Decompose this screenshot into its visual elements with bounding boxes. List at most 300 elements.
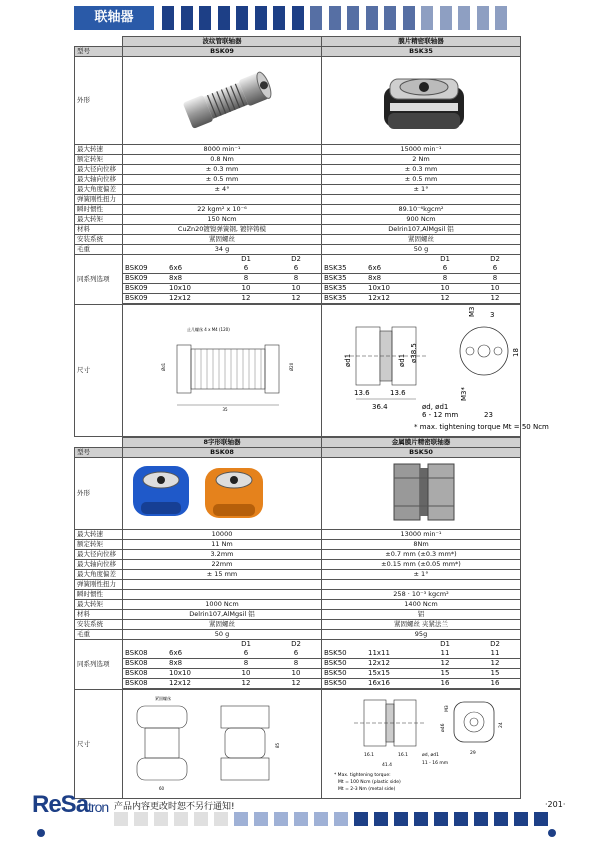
row-value-a: 10000 [123, 530, 322, 540]
header-decor-square [162, 6, 174, 30]
row-label: 最大轴向位移 [75, 175, 123, 185]
torque-note-2: Mt = 100 Ncm (plastic side) [338, 780, 401, 785]
b-dim: 16.1 [398, 753, 409, 758]
option-row [123, 659, 321, 669]
option-d2: 6 [271, 264, 321, 274]
page-header [74, 6, 516, 30]
d1-dim: Ød1 [161, 362, 166, 371]
m3-dim: M3 [468, 306, 476, 317]
spec-row [75, 155, 521, 165]
page-number: ·201· [545, 800, 566, 809]
option-d2: 12 [271, 294, 321, 304]
row-label: 毛重 [75, 630, 123, 640]
m3-dim: M3 [445, 705, 450, 712]
row-label: 最大转速 [75, 530, 123, 540]
footer-dot [37, 829, 45, 837]
footer-decor-bar [194, 812, 208, 826]
option-code: BSK35 [322, 274, 366, 284]
spec-row [75, 580, 521, 590]
header-decor-square [218, 6, 230, 30]
option-d1: 8 [221, 659, 271, 669]
option-code: BSK08 [123, 669, 167, 679]
dim-drawing-b [322, 690, 521, 799]
row-value-b: ± 1° [322, 185, 521, 195]
option-d1: 10 [221, 284, 271, 294]
footer-decor-bar [114, 812, 128, 826]
row-label: 外形 [75, 57, 123, 145]
row-value-a: 0.8 Nm [123, 155, 322, 165]
row-label: 材料 [75, 225, 123, 235]
spec-row [75, 195, 521, 205]
spec-row [75, 540, 521, 550]
product-a-code: BSK08 [123, 448, 322, 458]
footer-decor-bar [174, 812, 188, 826]
spec-row [75, 630, 521, 640]
option-row [322, 284, 520, 294]
spec-row [75, 145, 521, 155]
option-size: 16x16 [366, 679, 420, 689]
spec-row [75, 175, 521, 185]
options-b [322, 255, 521, 305]
width-dim: 60 [159, 786, 165, 791]
d1-head: D1 [241, 640, 251, 648]
odd-dim: ød, ød1 [422, 753, 439, 758]
option-d1: 6 [221, 264, 271, 274]
row-label: 最大转速 [75, 145, 123, 155]
options-label: 同系列选项 [75, 640, 123, 690]
row-value-a: 3.2mm [123, 550, 322, 560]
option-code: BSK50 [322, 679, 366, 689]
d1-head: D1 [440, 255, 450, 263]
d1-dim: ød1 [344, 353, 352, 367]
option-size: 12x12 [167, 294, 221, 304]
option-d2: 8 [271, 659, 321, 669]
row-value-b: 铝 [322, 610, 521, 620]
option-d1: 10 [420, 284, 470, 294]
spec-row [75, 600, 521, 610]
row-value-a: CuZn20镀镍弹簧钢, 镀锌铸模 [123, 225, 322, 235]
range-dim: 6 - 12 mm [422, 411, 459, 419]
row-label: 瞬时惯性 [75, 205, 123, 215]
option-d2: 8 [271, 274, 321, 284]
header-decor-square [181, 6, 193, 30]
option-size: 12x12 [366, 294, 420, 304]
footer-decor-bar [294, 812, 308, 826]
range-dim: 11 - 16 mm [422, 761, 449, 766]
header-decor-square [273, 6, 285, 30]
dim-drawing-a [123, 305, 322, 437]
footer-note: 产品内容更改时恕不另行通知! [114, 802, 235, 812]
option-d1: 8 [221, 274, 271, 284]
option-d1: 15 [420, 669, 470, 679]
product-a-image [123, 458, 322, 530]
spec-row [75, 610, 521, 620]
spec-row [75, 560, 521, 570]
page-title: 联轴器 [74, 6, 154, 30]
dim-label: 尺寸 [75, 305, 123, 437]
a-dim: 16.1 [364, 753, 375, 758]
row-label: 安装系统 [75, 235, 123, 245]
d1b-dim: ød1 [398, 353, 406, 367]
option-size: 6x6 [167, 264, 221, 274]
spec-row [75, 215, 521, 225]
option-d1: 12 [420, 294, 470, 304]
row-label: 安装系统 [75, 620, 123, 630]
footer-dot [548, 829, 556, 837]
row-value-b: 1400 Ncm [322, 600, 521, 610]
option-d2: 12 [271, 679, 321, 689]
product-a-name: 波纹管联轴器 [123, 37, 322, 47]
footer-decor-bar [454, 812, 468, 826]
option-d1: 12 [221, 679, 271, 689]
w-dim: 29 [470, 751, 476, 756]
row-label: 材料 [75, 610, 123, 620]
row-label: 最大角度偏差 [75, 570, 123, 580]
row-value-a: ± 0.5 mm [123, 175, 322, 185]
footer-decor-bar [154, 812, 168, 826]
spec-row [75, 570, 521, 580]
option-row [123, 274, 321, 284]
option-size: 10x10 [366, 284, 420, 294]
product-b-name: 膜片精密联轴器 [322, 37, 521, 47]
spec-table-1 [74, 36, 549, 437]
option-row [123, 649, 321, 659]
product-b-image [322, 57, 521, 145]
l1-dim: 13.6 [354, 389, 370, 397]
row-value-b: 15000 min⁻¹ [322, 145, 521, 155]
spec-row [75, 245, 521, 255]
footer-decor-bar [274, 812, 288, 826]
screw-label: 紧固螺丝 [155, 696, 171, 701]
row-value-b: 258 · 10⁻³ kgcm² [322, 590, 521, 600]
header-decor-square [440, 6, 452, 30]
product-a-name: 8字形联轴器 [123, 438, 322, 448]
option-code: BSK50 [322, 659, 366, 669]
d46-dim: ø46 [441, 723, 446, 732]
option-row [322, 679, 520, 689]
c-dim: 41.4 [382, 763, 393, 768]
option-d2: 16 [470, 679, 520, 689]
spec-row [75, 185, 521, 195]
option-d1: 6 [221, 649, 271, 659]
option-code: BSK50 [322, 669, 366, 679]
option-code: BSK08 [123, 679, 167, 689]
header-decor-square [347, 6, 359, 30]
option-size: 12x12 [366, 659, 420, 669]
row-value-a: 34 g [123, 245, 322, 255]
d1-head: D1 [241, 255, 251, 263]
metal-disc-dimension-drawing [324, 690, 523, 795]
spec-row [75, 530, 521, 540]
product-a-code: BSK09 [123, 47, 322, 57]
row-value-b: 900 Ncm [322, 215, 521, 225]
header-decor-square [403, 6, 415, 30]
disc-dimension-drawing [324, 305, 549, 433]
footer-decor-bar [374, 812, 388, 826]
row-value-a: ± 0.3 mm [123, 165, 322, 175]
footer-decor-bar [494, 812, 508, 826]
d2-head: D2 [291, 640, 301, 648]
row-value-b: 紧固螺丝 [322, 235, 521, 245]
header-decor-square [310, 6, 322, 30]
row-value-a: 50 g [123, 630, 322, 640]
row-label: 弹簧刚性扭力 [75, 195, 123, 205]
row-label: 额定转矩 [75, 155, 123, 165]
footer-decor-bar [434, 812, 448, 826]
torque-note-3: Mt = 2-3 Nm (metal side) [338, 787, 396, 792]
option-d1: 16 [420, 679, 470, 689]
row-value-b [322, 195, 521, 205]
option-d2: 10 [470, 284, 520, 294]
option-code: BSK50 [322, 649, 366, 659]
row-value-b: 紧固螺丝 夹紧法兰 [322, 620, 521, 630]
option-d1: 8 [420, 274, 470, 284]
row-value-b: ±0.7 mm (±0.3 mm*) [322, 550, 521, 560]
torque-note-1: * Max. tightening torque: [334, 773, 391, 778]
header-decor-square [329, 6, 341, 30]
footer-decor-bar [314, 812, 328, 826]
option-size: 8x8 [167, 274, 221, 284]
option-d2: 12 [470, 294, 520, 304]
row-label: 最大径向位移 [75, 165, 123, 175]
header-decor-square [236, 6, 248, 30]
bellows-dimension-drawing [125, 305, 324, 433]
footer-decor-bar [234, 812, 248, 826]
d2-head: D2 [291, 255, 301, 263]
row-value-a: 紧固螺丝 [123, 620, 322, 630]
header-decor-square [255, 6, 267, 30]
row-value-a: 1000 Ncm [123, 600, 322, 610]
product-a-image [123, 57, 322, 145]
row-value-b: 89.10⁻⁶kgcm² [322, 205, 521, 215]
option-d2: 10 [271, 284, 321, 294]
option-code: BSK35 [322, 264, 366, 274]
option-d2: 6 [271, 649, 321, 659]
oldham-coupling-image [125, 458, 324, 526]
row-value-b: ± 0.5 mm [322, 175, 521, 185]
length-dim: 35 [222, 407, 228, 412]
option-size: 6x6 [167, 649, 221, 659]
spec-tables [74, 36, 549, 799]
torque-note: * max. tightening torque Mt = 50 Ncm [414, 423, 549, 431]
option-d1: 11 [420, 649, 470, 659]
l3-dim: 36.4 [372, 403, 388, 411]
row-label: 毛重 [75, 245, 123, 255]
d2-dim: Ø20 [289, 362, 294, 371]
option-row [123, 679, 321, 689]
row-label: 最大径向位移 [75, 550, 123, 560]
row-label: 额定转矩 [75, 540, 123, 550]
option-d2: 12 [470, 659, 520, 669]
header-decor-square [366, 6, 378, 30]
option-row [123, 264, 321, 274]
option-code: BSK35 [322, 294, 366, 304]
disc-coupling-image [324, 57, 523, 141]
options-a [123, 255, 322, 305]
option-size: 6x6 [366, 264, 420, 274]
resatron-logo: ReSatron [32, 791, 109, 818]
header-decor-square [458, 6, 470, 30]
model-label: 型号 [75, 47, 123, 57]
header-decor-square [495, 6, 507, 30]
header-decor-square [477, 6, 489, 30]
product-b-image [322, 458, 521, 530]
row-value-b: ±0.15 mm (±0.05 mm*) [322, 560, 521, 570]
oldham-dimension-drawing [125, 690, 324, 795]
h-dim: 24 [499, 722, 504, 728]
option-size: 8x8 [366, 274, 420, 284]
row-value-b: 2 Nm [322, 155, 521, 165]
row-label: 瞬时惯性 [75, 590, 123, 600]
row-value-a: 紧固螺丝 [123, 235, 322, 245]
options-b [322, 640, 521, 690]
footer-decor-bar [474, 812, 488, 826]
option-row [123, 669, 321, 679]
row-value-a: 11 Nm [123, 540, 322, 550]
option-code: BSK08 [123, 659, 167, 669]
row-value-b [322, 580, 521, 590]
option-row [322, 649, 520, 659]
options-a [123, 640, 322, 690]
row-value-a: 150 Ncm [123, 215, 322, 225]
spec-row [75, 225, 521, 235]
option-row [322, 659, 520, 669]
footer-decor-bar [534, 812, 548, 826]
row-value-b: ± 0.3 mm [322, 165, 521, 175]
option-d1: 12 [221, 294, 271, 304]
row-value-a: 8000 min⁻¹ [123, 145, 322, 155]
row-value-b: 8Nm [322, 540, 521, 550]
spec-row [75, 165, 521, 175]
product-b-name: 金属膜片精密联轴器 [322, 438, 521, 448]
footer-decor-bar [134, 812, 148, 826]
row-value-a: 22 kgm² x 10⁻⁶ [123, 205, 322, 215]
height-dim: 85 [275, 742, 280, 748]
d2-head: D2 [490, 640, 500, 648]
option-row [322, 264, 520, 274]
footer-decor-bar [514, 812, 528, 826]
footer-decor-bar [394, 812, 408, 826]
option-code: BSK09 [123, 264, 167, 274]
option-d2: 8 [470, 274, 520, 284]
option-size: 10x10 [167, 284, 221, 294]
row-label: 最大角度偏差 [75, 185, 123, 195]
row-label: 最大转矩 [75, 600, 123, 610]
row-label: 外形 [75, 458, 123, 530]
row-label: 最大转矩 [75, 215, 123, 225]
option-size: 12x12 [167, 679, 221, 689]
row-label: 最大轴向位移 [75, 560, 123, 570]
option-d1: 12 [420, 659, 470, 669]
option-size: 15x15 [366, 669, 420, 679]
option-code: BSK09 [123, 274, 167, 284]
product-b-code: BSK50 [322, 448, 521, 458]
footer-decor-bar [414, 812, 428, 826]
header-decor-square [199, 6, 211, 30]
dim-drawing-b [322, 305, 549, 437]
option-d2: 6 [470, 264, 520, 274]
bellows-coupling-image [125, 57, 324, 141]
option-row [322, 274, 520, 284]
spec-row [75, 590, 521, 600]
h18-dim: 18 [512, 348, 520, 357]
option-row [322, 669, 520, 679]
d1-head: D1 [440, 640, 450, 648]
spec-row [75, 550, 521, 560]
m3b-dim: M3* [460, 387, 468, 401]
options-a-table [123, 255, 321, 304]
option-size: 10x10 [167, 669, 221, 679]
row-value-b: 13000 min⁻¹ [322, 530, 521, 540]
metal-disc-coupling-image [324, 458, 523, 526]
option-size: 11x11 [366, 649, 420, 659]
options-label: 同系列选项 [75, 255, 123, 305]
row-value-a [123, 590, 322, 600]
row-value-a: ± 4° [123, 185, 322, 195]
header-decor-square [292, 6, 304, 30]
product-b-code: BSK35 [322, 47, 521, 57]
row-value-a [123, 195, 322, 205]
spec-table-2 [74, 437, 521, 799]
footer-decor-bar [334, 812, 348, 826]
option-code: BSK08 [123, 649, 167, 659]
d2-head: D2 [490, 255, 500, 263]
spec-row [75, 235, 521, 245]
header-decor-square [421, 6, 433, 30]
row-value-a [123, 580, 322, 590]
odd-dim: ød, ød1 [422, 403, 449, 411]
l2-dim: 13.6 [390, 389, 406, 397]
row-value-a: 22mm [123, 560, 322, 570]
screw-note: 止几螺丝 4 x M4 (120) [187, 327, 230, 332]
row-value-b: Delrin107,AlMgsil 铝 [322, 225, 521, 235]
option-row [123, 294, 321, 304]
w23-dim: 23 [484, 411, 493, 419]
footer-decor-bar [354, 812, 368, 826]
option-d2: 15 [470, 669, 520, 679]
option-d2: 11 [470, 649, 520, 659]
header-decor-square [384, 6, 396, 30]
options-b-table [322, 640, 520, 689]
option-d1: 10 [221, 669, 271, 679]
option-d1: 6 [420, 264, 470, 274]
row-value-a: ± 15 mm [123, 570, 322, 580]
row-label: 弹簧刚性扭力 [75, 580, 123, 590]
option-row [123, 284, 321, 294]
row-value-a: Delrin107,AlMgsil 铝 [123, 610, 322, 620]
option-row [322, 294, 520, 304]
footer-decor-bar [254, 812, 268, 826]
row-value-b: 50 g [322, 245, 521, 255]
dim-drawing-a [123, 690, 322, 799]
row-value-b: 95g [322, 630, 521, 640]
option-code: BSK35 [322, 284, 366, 294]
footer-decor-bar [214, 812, 228, 826]
row-value-b: ± 1° [322, 570, 521, 580]
option-size: 8x8 [167, 659, 221, 669]
model-label: 型号 [75, 448, 123, 458]
n3-dim: 3 [490, 311, 495, 319]
options-b-table [322, 255, 520, 304]
d38-dim: ø38.5 [410, 343, 418, 363]
spec-row [75, 205, 521, 215]
option-code: BSK09 [123, 294, 167, 304]
option-d2: 10 [271, 669, 321, 679]
dim-label: 尺寸 [75, 690, 123, 799]
options-a-table [123, 640, 321, 689]
option-code: BSK09 [123, 284, 167, 294]
spec-row [75, 620, 521, 630]
